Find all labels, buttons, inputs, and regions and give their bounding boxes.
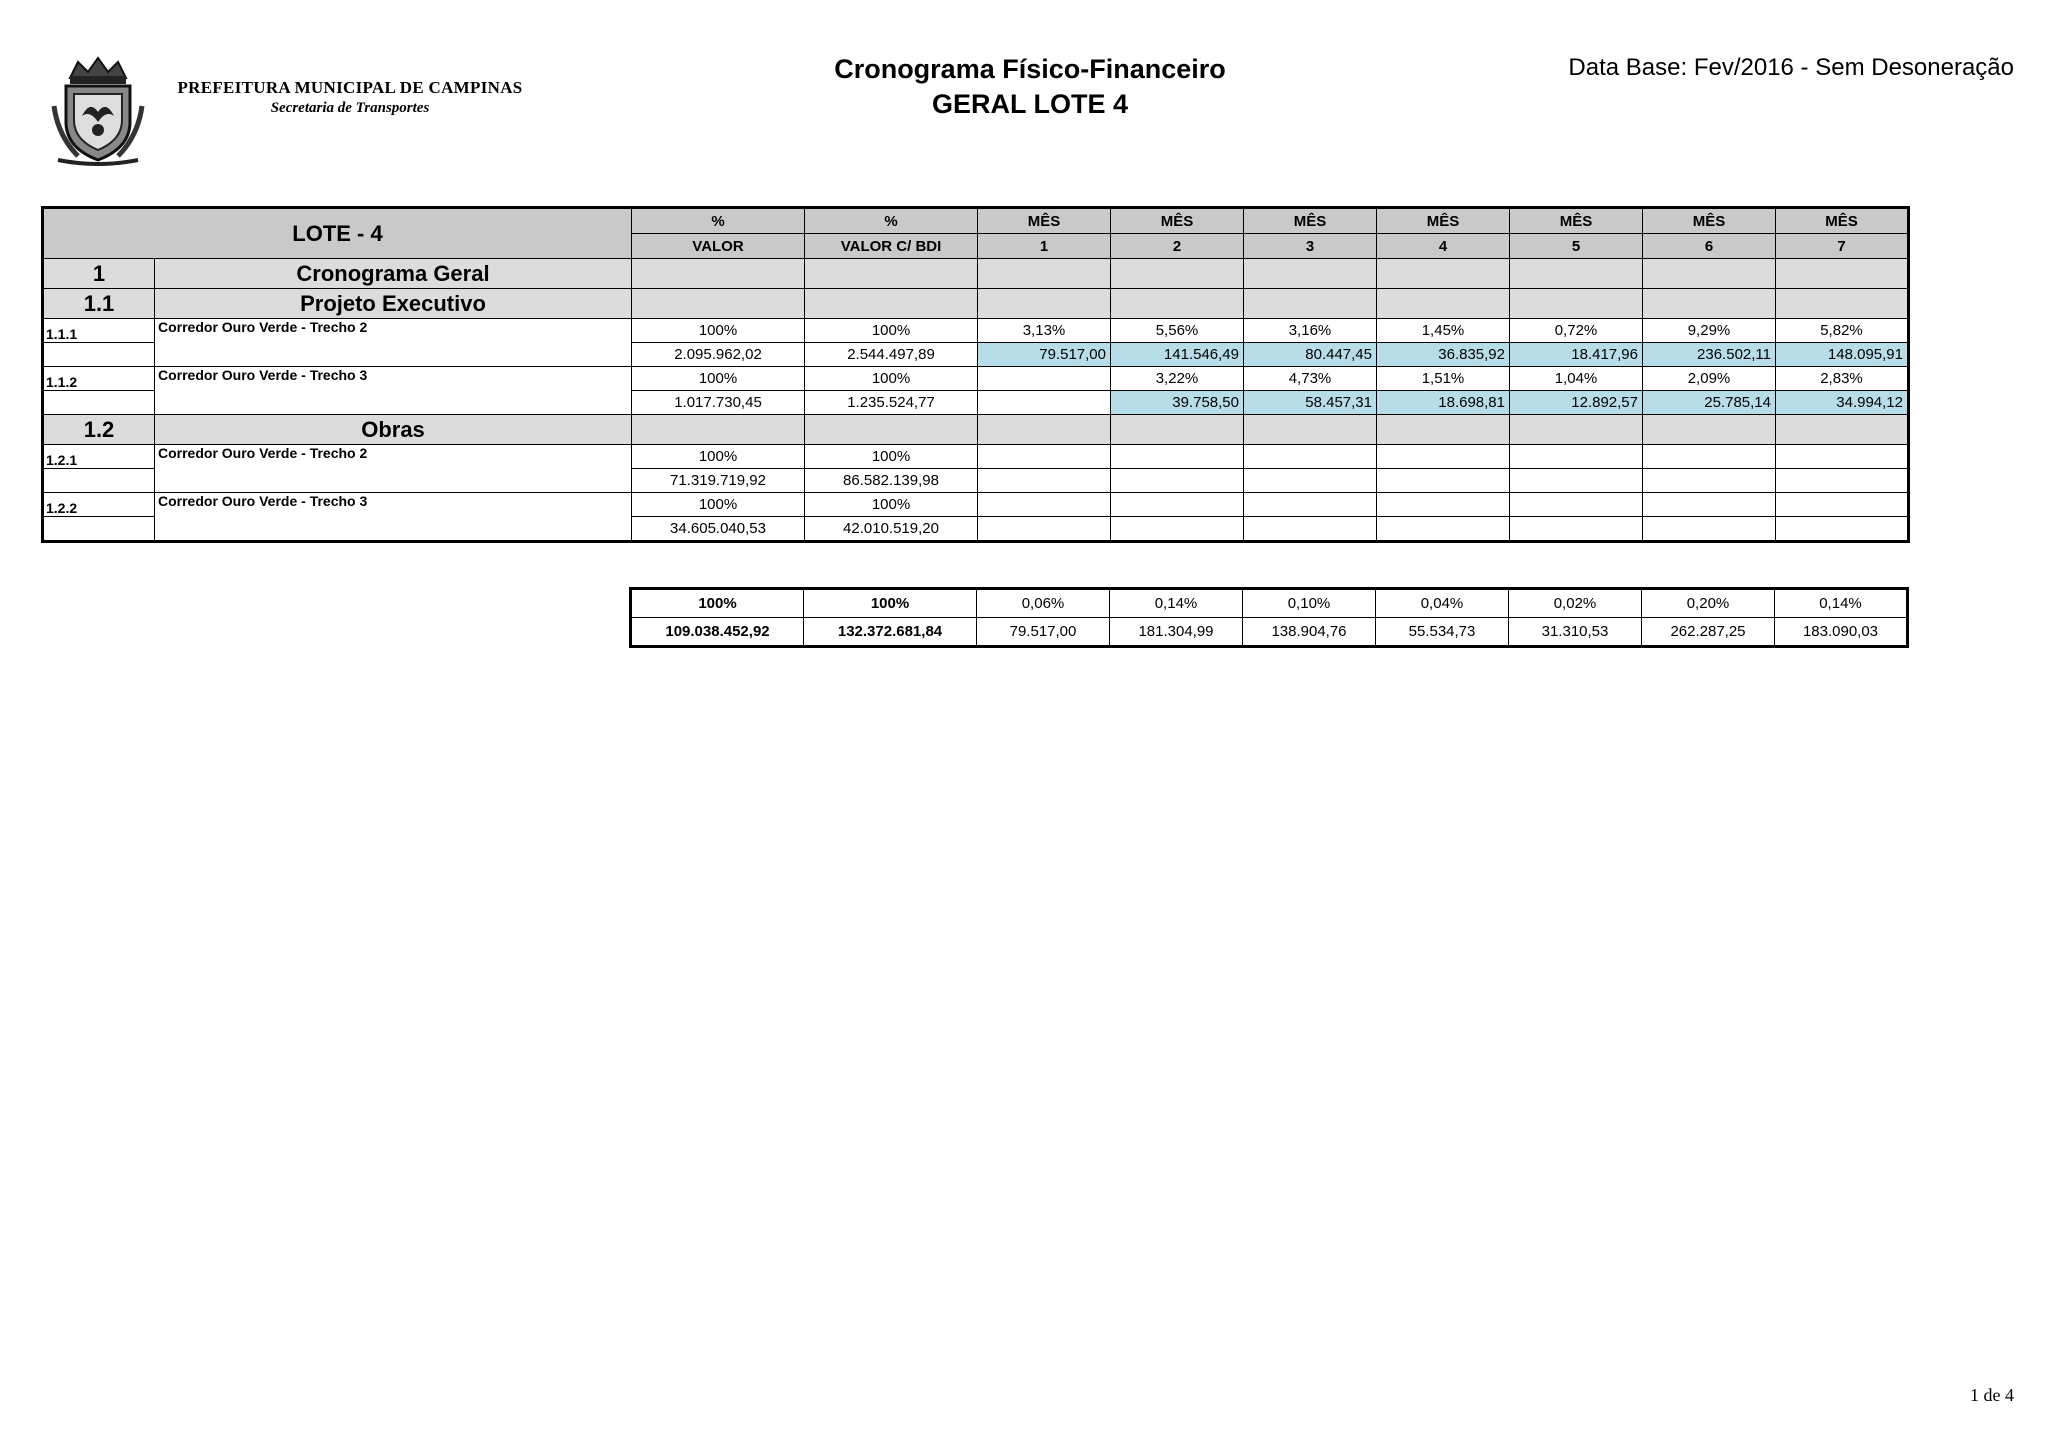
month-header: MÊS: [1510, 208, 1643, 234]
section-number: 1.1: [43, 289, 155, 319]
title-line-2: GERAL LOTE 4: [931, 89, 1129, 119]
month-value: 18.417,96: [1510, 343, 1643, 367]
org-department: Secretaria de Transportes: [270, 100, 430, 116]
total-pct-bdi: 100%: [804, 589, 977, 618]
month-pct: 3,22%: [1111, 367, 1244, 391]
month-number: 4: [1377, 234, 1510, 259]
col-pct-header: %: [632, 208, 805, 234]
item-pct-bdi: 100%: [805, 445, 978, 469]
total-valor: 109.038.452,92: [631, 618, 804, 647]
item-pct: 100%: [632, 319, 805, 343]
month-value: 141.546,49: [1111, 343, 1244, 367]
item-name: Corredor Ouro Verde - Trecho 3: [155, 367, 632, 415]
total-month-pct: 0,14%: [1775, 589, 1908, 618]
item-valor-bdi: 42.010.519,20: [805, 517, 978, 542]
month-number: 2: [1111, 234, 1244, 259]
item-name: Corredor Ouro Verde - Trecho 2: [155, 319, 632, 367]
section-name: Obras: [155, 415, 632, 445]
item-name: Corredor Ouro Verde - Trecho 2: [155, 445, 632, 493]
month-pct: 5,82%: [1776, 319, 1909, 343]
month-header: MÊS: [1111, 208, 1244, 234]
item-valor-bdi: 86.582.139,98: [805, 469, 978, 493]
item-valor: 71.319.719,92: [632, 469, 805, 493]
section-name: Projeto Executivo: [155, 289, 632, 319]
month-pct: [978, 367, 1111, 391]
total-pct: 100%: [631, 589, 804, 618]
month-header: MÊS: [1377, 208, 1510, 234]
section-row: [43, 415, 1909, 445]
month-pct: 5,56%: [1111, 319, 1244, 343]
header-row-1: [43, 208, 1909, 234]
month-number: 5: [1510, 234, 1643, 259]
totals-value-row: [631, 618, 1908, 647]
month-pct: 0,72%: [1510, 319, 1643, 343]
section-number: 1.2: [43, 415, 155, 445]
total-month-pct: 0,02%: [1509, 589, 1642, 618]
page-number: 1 de 4: [1970, 1385, 2014, 1405]
item-pct-row: [43, 493, 1909, 517]
total-month-value: 138.904,76: [1243, 618, 1376, 647]
lote-label: LOTE - 4: [43, 208, 632, 259]
org-name: PREFEITURA MUNICIPAL DE CAMPINAS: [177, 78, 523, 97]
item-pct-row: [43, 319, 1909, 343]
month-pct: 9,29%: [1643, 319, 1776, 343]
month-pct: 1,04%: [1510, 367, 1643, 391]
total-month-pct: 0,14%: [1110, 589, 1243, 618]
total-month-value: 183.090,03: [1775, 618, 1908, 647]
month-value: 18.698,81: [1377, 391, 1510, 415]
total-month-pct: 0,04%: [1376, 589, 1509, 618]
month-pct: 2,09%: [1643, 367, 1776, 391]
month-header: MÊS: [1244, 208, 1377, 234]
item-code: 1.2.2: [43, 493, 155, 517]
month-value: 39.758,50: [1111, 391, 1244, 415]
item-valor: 2.095.962,02: [632, 343, 805, 367]
month-value: 148.095,91: [1776, 343, 1909, 367]
month-number: 7: [1776, 234, 1909, 259]
month-pct: 4,73%: [1244, 367, 1377, 391]
section-row: [43, 259, 1909, 289]
section-number: 1: [43, 259, 155, 289]
month-value: 80.447,45: [1244, 343, 1377, 367]
total-month-pct: 0,06%: [977, 589, 1110, 618]
month-number: 6: [1643, 234, 1776, 259]
col-valor-bdi-header: VALOR C/ BDI: [805, 234, 978, 259]
item-valor-bdi: 1.235.524,77: [805, 391, 978, 415]
item-pct-bdi: 100%: [805, 367, 978, 391]
schedule-table: [41, 206, 1910, 543]
month-number: 1: [978, 234, 1111, 259]
total-valor-bdi: 132.372.681,84: [804, 618, 977, 647]
item-pct-bdi: 100%: [805, 319, 978, 343]
total-month-value: 31.310,53: [1509, 618, 1642, 647]
month-pct: 1,45%: [1377, 319, 1510, 343]
month-header: MÊS: [1643, 208, 1776, 234]
month-header: MÊS: [1776, 208, 1909, 234]
totals-pct-row: [631, 589, 1908, 618]
section-row: [43, 289, 1909, 319]
totals-table: [629, 587, 1909, 648]
title-line-1: Cronograma Físico-Financeiro: [834, 54, 1226, 84]
total-month-value: 55.534,73: [1376, 618, 1509, 647]
month-value: 12.892,57: [1510, 391, 1643, 415]
item-valor: 1.017.730,45: [632, 391, 805, 415]
total-month-pct: 0,10%: [1243, 589, 1376, 618]
month-pct: 1,51%: [1377, 367, 1510, 391]
month-value: 58.457,31: [1244, 391, 1377, 415]
item-pct: 100%: [632, 445, 805, 469]
item-name: Corredor Ouro Verde - Trecho 3: [155, 493, 632, 542]
month-value: 25.785,14: [1643, 391, 1776, 415]
item-pct-row: [43, 445, 1909, 469]
item-pct: 100%: [632, 367, 805, 391]
month-header: MÊS: [978, 208, 1111, 234]
item-code: 1.1.2: [43, 367, 155, 391]
col-pct-bdi-header: %: [805, 208, 978, 234]
total-month-value: 79.517,00: [977, 618, 1110, 647]
month-value: 34.994,12: [1776, 391, 1909, 415]
section-name: Cronograma Geral: [155, 259, 632, 289]
coat-of-arms-icon: [48, 56, 148, 166]
item-pct-row: [43, 367, 1909, 391]
item-pct-bdi: 100%: [805, 493, 978, 517]
month-pct: 3,13%: [978, 319, 1111, 343]
total-month-value: 262.287,25: [1642, 618, 1775, 647]
item-pct: 100%: [632, 493, 805, 517]
item-code: 1.2.1: [43, 445, 155, 469]
month-pct: 2,83%: [1776, 367, 1909, 391]
data-base-label: Data Base: Fev/2016 - Sem Desoneração: [1568, 54, 2014, 81]
document-title: [780, 52, 1280, 122]
item-valor: 34.605.040,53: [632, 517, 805, 542]
col-valor-header: VALOR: [632, 234, 805, 259]
organization-name: [170, 78, 530, 117]
item-code: 1.1.1: [43, 319, 155, 343]
month-value: 79.517,00: [978, 343, 1111, 367]
month-value: 36.835,92: [1377, 343, 1510, 367]
month-pct: 3,16%: [1244, 319, 1377, 343]
month-number: 3: [1244, 234, 1377, 259]
total-month-pct: 0,20%: [1642, 589, 1775, 618]
month-value: 236.502,11: [1643, 343, 1776, 367]
month-value: [978, 391, 1111, 415]
item-valor-bdi: 2.544.497,89: [805, 343, 978, 367]
total-month-value: 181.304,99: [1110, 618, 1243, 647]
